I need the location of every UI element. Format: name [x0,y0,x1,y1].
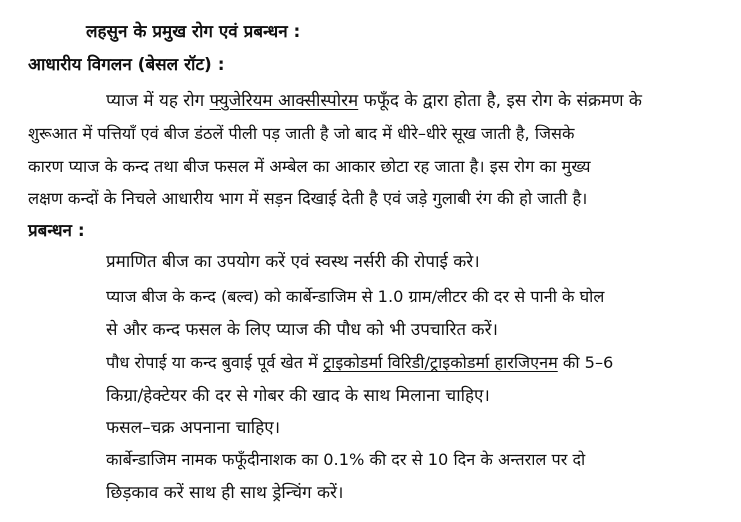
paragraph-text: प्याज में यह रोग [106,91,210,111]
paragraph-line-2: शुरूआत में पत्तियाँ एवं बीज डंठलें पीली पड़ जाती है जो बाद में धीरे–धीरे सूख जाती है, जिसके [28,124,575,143]
paragraph-text: फफूँद के द्वारा होता है, इस रोग के संक्रमण के [358,91,642,111]
management-item-3-line-1 [106,351,613,375]
item-text: पौध रोपाई या कन्द बुवाई पूर्व खेत में [106,353,323,372]
bioagent-name: ट्राइकोडर्मा विरिडी/ट्राइकोडर्मा हारजिएनम [323,353,558,372]
paragraph-line-4: लक्षण कन्दों के निचले आधारीय भाग में सड़न दिखाई देती है एवं जड़े गुलाबी रंग की हो जाती है। [28,189,588,208]
item-text: की 5–6 [557,353,614,372]
paragraph-line-3: कारण प्याज के कन्द तथा बीज फसल में अम्बेल का आकार छोटा रह जाता है। इस रोग का मुख्य [28,157,591,176]
page-title: लहसुन के प्रमुख रोग एवं प्रबन्धन : [86,22,301,42]
management-item-2-line-2: से और कन्द फसल के लिए प्याज की पौध को भी उपचारित करें। [106,320,498,340]
management-item-2-line-1: प्याज बीज के कन्द (बल्व) को कार्बेन्डाजिम से 1.0 ग्राम/लीटर की दर से पानी के घोल [106,287,605,306]
management-item-4: फसल–चक्र अपनाना चाहिए। [106,418,281,438]
management-item-5-line-1: कार्बेन्डाजिम नामक फफूँदीनाशक का 0.1% की दर से 10 दिन के अन्तराल पर दो [106,450,586,469]
paragraph-line-1 [106,89,642,113]
management-heading: प्रबन्धन : [28,221,85,241]
disease-heading: आधारीय विगलन (बेसल रॉट) : [28,55,225,75]
management-item-3-line-2: किग्रा/हेक्टेयर की दर से गोबर की खाद के साथ मिलाना चाहिए। [106,386,490,406]
pathogen-name: फ्युजेरियम आक्सीस्पोरम [209,91,359,111]
management-item-5-line-2: छिड़काव करें साथ ही साथ ड्रेन्चिंग करें। [106,483,344,503]
management-item-1: प्रमाणित बीज का उपयोग करें एवं स्वस्थ नर्सरी की रोपाई करे। [106,252,480,272]
